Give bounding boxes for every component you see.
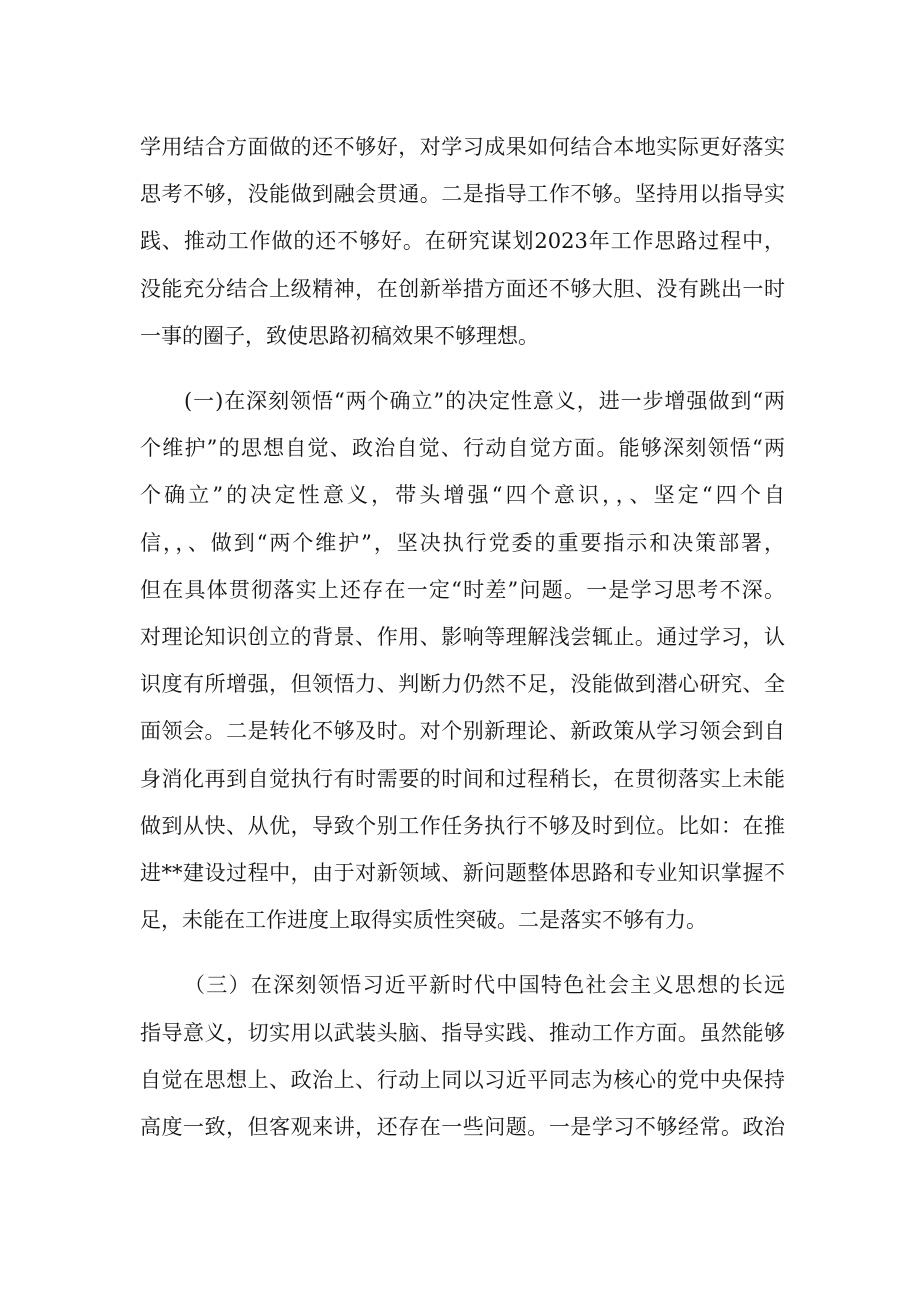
- text-line: 做到从快、从优，导致个别工作任务执行不够及时到位。比如：在推: [140, 813, 785, 838]
- text-line: 学用结合方面做的还不够好，对学习成果如何结合本地实际更好落实: [140, 135, 785, 159]
- paragraph-gap: [140, 360, 785, 378]
- text-line: 自觉在思想上、政治上、行动上同以习近平同志为核心的党中央保持: [140, 1067, 785, 1092]
- text-line: 思考不够，没能做到融会贯通。二是指导工作不够。坚持用以指导实: [140, 182, 785, 207]
- text-line: 没能充分结合上级精神，在创新举措方面还不够大胆、没有跳出一时: [140, 276, 785, 301]
- text-line: 识度有所增强，但领悟力、判断力仍然不足，没能做到潜心研究、全: [140, 672, 785, 697]
- text-line: 个确立”的决定性意义，带头增强“四个意识，，、坚定“四个自: [140, 483, 785, 508]
- text-line: 信，，、做到“两个维护”，坚决执行党委的重要指示和决策部署，: [140, 530, 785, 555]
- text-line: 高度一致，但客观来讲，还存在一些问题。一是学习不够经常。政治: [140, 1115, 785, 1140]
- text-line: 指导意义，切实用以武装头脑、指导实践、推动工作方面。虽然能够: [140, 1020, 785, 1045]
- section-heading-line: (一)在深刻领悟“两个确立”的决定性意义，进一步增强做到“两: [184, 389, 785, 414]
- text-line: 践、推动工作做的还不够好。在研究谋划2023年工作思路过程中，: [140, 229, 785, 254]
- document-body: [140, 124, 785, 1151]
- text-line: 足，未能在工作进度上取得实质性突破。二是落实不够有力。: [140, 908, 707, 933]
- text-line: 对理论知识创立的背景、作用、影响等理解浅尝辄止。通过学习，认: [140, 625, 785, 650]
- paragraph-continued: [140, 124, 785, 360]
- text-line: 进**建设过程中，由于对新领域、新问题整体思路和专业知识掌握不: [140, 861, 785, 886]
- text-line: 一事的圈子，致使思路初稿效果不够理想。: [140, 323, 539, 348]
- text-line: 身消化再到自觉执行有时需要的时间和过程稍长，在贯彻落实上未能: [140, 766, 785, 791]
- paragraph-gap: [140, 944, 785, 962]
- text-line: 个维护”的思想自觉、政治自觉、行动自觉方面。能够深刻领悟“两: [140, 436, 785, 461]
- paragraph-section-1: [140, 378, 785, 944]
- text-line: 面领会。二是转化不够及时。对个别新理论、新政策从学习领会到自: [140, 719, 785, 744]
- text-line: 但在具体贯彻落实上还存在一定“时差”问题。一是学习思考不深。: [140, 577, 785, 602]
- paragraph-section-3: [140, 962, 785, 1151]
- section-heading-line: （三）在深刻领悟习近平新时代中国特色社会主义思想的长远: [184, 973, 785, 998]
